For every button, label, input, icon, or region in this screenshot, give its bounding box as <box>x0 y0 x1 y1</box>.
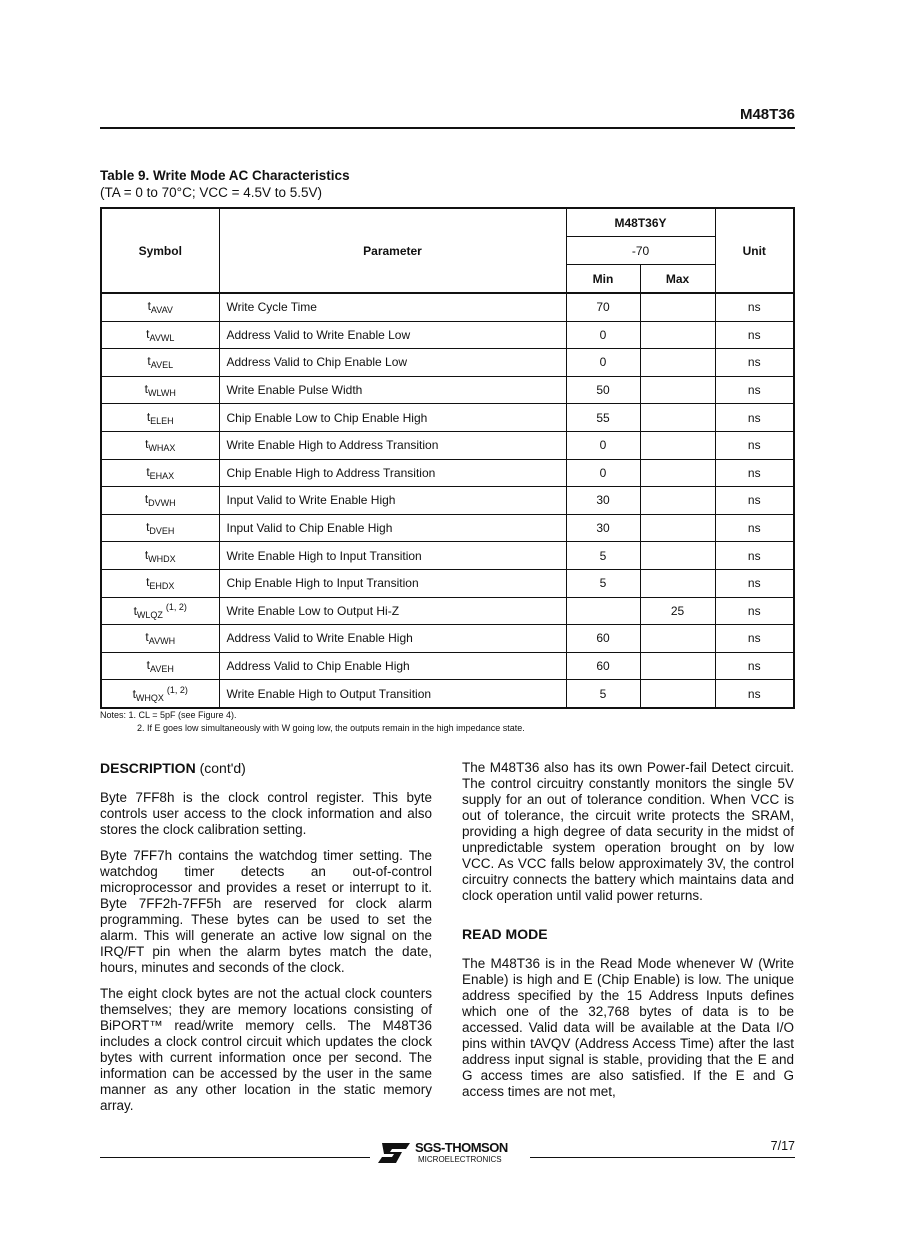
cell-parameter: Write Enable Pulse Width <box>219 376 566 404</box>
cell-max <box>640 487 715 515</box>
cell-min: 30 <box>566 514 640 542</box>
cell-symbol: $t_{AVEL}$ <box>101 349 219 377</box>
cell-min: 0 <box>566 431 640 459</box>
table-row <box>101 293 794 321</box>
cell-max <box>640 376 715 404</box>
cell-parameter: Address Valid to Chip Enable Low <box>219 349 566 377</box>
cell-max <box>640 569 715 597</box>
cell-max <box>640 321 715 349</box>
cell-symbol: $t_{WLQZ}^{(1, 2)}$ <box>101 597 219 625</box>
brand-name: SGS-THOMSON <box>415 1140 508 1155</box>
cell-min: 60 <box>566 652 640 680</box>
cell-min: 5 <box>566 542 640 570</box>
cell-min: 0 <box>566 321 640 349</box>
cell-parameter: Input Valid to Write Enable High <box>219 487 566 515</box>
cell-unit: ns <box>715 597 794 625</box>
col-header-min: Min <box>566 265 640 294</box>
cell-max <box>640 625 715 653</box>
left-column <box>100 760 432 1124</box>
cell-unit: ns <box>715 459 794 487</box>
cell-min: 5 <box>566 680 640 708</box>
st-logo-icon <box>376 1141 412 1165</box>
cell-unit: ns <box>715 431 794 459</box>
cell-parameter: Write Enable High to Input Transition <box>219 542 566 570</box>
cell-unit: ns <box>715 349 794 377</box>
cell-parameter: Chip Enable High to Address Transition <box>219 459 566 487</box>
table-row <box>101 625 794 653</box>
cell-symbol: $t_{WHAX}$ <box>101 431 219 459</box>
table-row <box>101 514 794 542</box>
cell-symbol: $t_{AVWH}$ <box>101 625 219 653</box>
cell-max <box>640 349 715 377</box>
cell-parameter: Chip Enable High to Input Transition <box>219 569 566 597</box>
write-mode-ac-table <box>100 207 795 709</box>
table-row <box>101 376 794 404</box>
table-row <box>101 597 794 625</box>
note-1: Notes: 1. CL = 5pF (see Figure 4). <box>100 710 237 720</box>
table-row <box>101 652 794 680</box>
cell-unit: ns <box>715 404 794 432</box>
cell-min: 0 <box>566 459 640 487</box>
footer-rule-right <box>530 1157 795 1158</box>
cell-max <box>640 652 715 680</box>
col-header-device: M48T36Y <box>566 208 715 237</box>
cell-max <box>640 680 715 708</box>
cell-max: 25 <box>640 597 715 625</box>
cell-max <box>640 459 715 487</box>
col-header-parameter: Parameter <box>219 208 566 293</box>
footer-rule-left <box>100 1157 370 1158</box>
cell-unit: ns <box>715 376 794 404</box>
col-header-unit: Unit <box>715 208 794 293</box>
cell-symbol: $t_{EHAX}$ <box>101 459 219 487</box>
table-row <box>101 680 794 708</box>
cell-symbol: $t_{WHQX}^{(1, 2)}$ <box>101 680 219 708</box>
cell-parameter: Write Enable High to Address Transition <box>219 431 566 459</box>
cell-min: 55 <box>566 404 640 432</box>
table-row <box>101 542 794 570</box>
cell-unit: ns <box>715 652 794 680</box>
right-column <box>462 760 794 1110</box>
cell-parameter: Address Valid to Write Enable Low <box>219 321 566 349</box>
note-2: 2. If E goes low simultaneously with W going low, the outputs remain in the high impedance state. <box>137 723 525 733</box>
table-row <box>101 349 794 377</box>
table-row <box>101 321 794 349</box>
cell-max <box>640 542 715 570</box>
table-row <box>101 487 794 515</box>
paragraph: The eight clock bytes are not the actual clock counters themselves; they are memory locations consisting of BiPORT™ read/write memory cells. The M48T36 includes a clock control circuit which updates the clock bytes with current information once per second. The information can be accessed by the user in the same manner as any other location in the static memory array. <box>100 986 432 1113</box>
cell-symbol: $t_{DVEH}$ <box>101 514 219 542</box>
cell-unit: ns <box>715 542 794 570</box>
cell-min: 70 <box>566 293 640 321</box>
cell-unit: ns <box>715 625 794 653</box>
page-number: 7/17 <box>770 1139 795 1153</box>
section-heading-read-mode: READ MODE <box>462 926 548 942</box>
cell-unit: ns <box>715 293 794 321</box>
col-header-speed: -70 <box>566 237 715 265</box>
cell-unit: ns <box>715 514 794 542</box>
cell-parameter: Write Enable Low to Output Hi-Z <box>219 597 566 625</box>
table-row <box>101 569 794 597</box>
cell-min: 5 <box>566 569 640 597</box>
cell-min <box>566 597 640 625</box>
cell-symbol: $t_{WHDX}$ <box>101 542 219 570</box>
table-notes <box>100 709 525 735</box>
cell-parameter: Address Valid to Write Enable High <box>219 625 566 653</box>
cell-min: 50 <box>566 376 640 404</box>
cell-parameter: Write Cycle Time <box>219 293 566 321</box>
cell-min: 30 <box>566 487 640 515</box>
table-row <box>101 459 794 487</box>
paragraph: Byte 7FF8h is the clock control register. This byte controls user access to the clock information and also stores the clock calibration setting. <box>100 790 432 837</box>
cell-symbol: $t_{EHDX}$ <box>101 569 219 597</box>
cell-max <box>640 514 715 542</box>
section-heading-description: DESCRIPTION (cont'd) <box>100 760 246 776</box>
cell-symbol: $t_{AVAV}$ <box>101 293 219 321</box>
table-conditions: (TA = 0 to 70°C; VCC = 4.5V to 5.5V) <box>100 185 323 200</box>
table-title: Table 9. Write Mode AC Characteristics <box>100 168 350 183</box>
cell-symbol: $t_{DVWH}$ <box>101 487 219 515</box>
cell-max <box>640 293 715 321</box>
cell-unit: ns <box>715 321 794 349</box>
cell-symbol: $t_{WLWH}$ <box>101 376 219 404</box>
cell-max <box>640 431 715 459</box>
cell-parameter: Chip Enable Low to Chip Enable High <box>219 404 566 432</box>
paragraph: The M48T36 is in the Read Mode whenever W (Write Enable) is high and E (Chip Enable) is low. The unique address specified by the 15 Address Inputs defines which one of the 32,768 bytes of data is to be accessed. Valid data will be available at the Data I/O pins within tAVQV (Address Access Time) after the last address input signal is stable, providing that the E and G access times are also satisfied. If the E and G access times are not met, <box>462 956 794 1099</box>
cell-symbol: $t_{AVEH}$ <box>101 652 219 680</box>
cell-max <box>640 404 715 432</box>
table-caption <box>100 167 350 201</box>
cell-min: 0 <box>566 349 640 377</box>
cell-parameter: Input Valid to Chip Enable High <box>219 514 566 542</box>
document-id: M48T36 <box>739 106 795 123</box>
cell-parameter: Write Enable High to Output Transition <box>219 680 566 708</box>
cell-symbol: $t_{AVWL}$ <box>101 321 219 349</box>
cell-unit: ns <box>715 680 794 708</box>
table-row <box>101 431 794 459</box>
paragraph: Byte 7FF7h contains the watchdog timer setting. The watchdog timer detects an out-of-control microprocessor and provides a reset or interrupt to it. Byte 7FF2h-7FF5h are reserved for clock alarm programming. These bytes can be used to set the alarm. This will generate an active low signal on the IRQ/FT pin when the alarm bytes match the date, hours, minutes and seconds of the clock. <box>100 848 432 975</box>
header-rule <box>100 127 795 129</box>
cell-parameter: Address Valid to Chip Enable High <box>219 652 566 680</box>
table-row <box>101 404 794 432</box>
paragraph: The M48T36 also has its own Power-fail Detect circuit. The control circuitry constantly monitors the single 5V supply for an out of tolerance condition. When VCC is out of tolerance, the circuit write protects the SRAM, providing a high degree of data security in the midst of unpredictable system operation brought on by low VCC. As VCC falls below approximately 3V, the control circuitry connects the battery which maintains data and clock operation until valid power returns. <box>462 760 794 903</box>
cell-unit: ns <box>715 487 794 515</box>
cell-min: 60 <box>566 625 640 653</box>
cell-unit: ns <box>715 569 794 597</box>
col-header-max: Max <box>640 265 715 294</box>
col-header-symbol: Symbol <box>101 208 219 293</box>
brand-subtitle: MICROELECTRONICS <box>418 1155 502 1164</box>
cell-symbol: $t_{ELEH}$ <box>101 404 219 432</box>
